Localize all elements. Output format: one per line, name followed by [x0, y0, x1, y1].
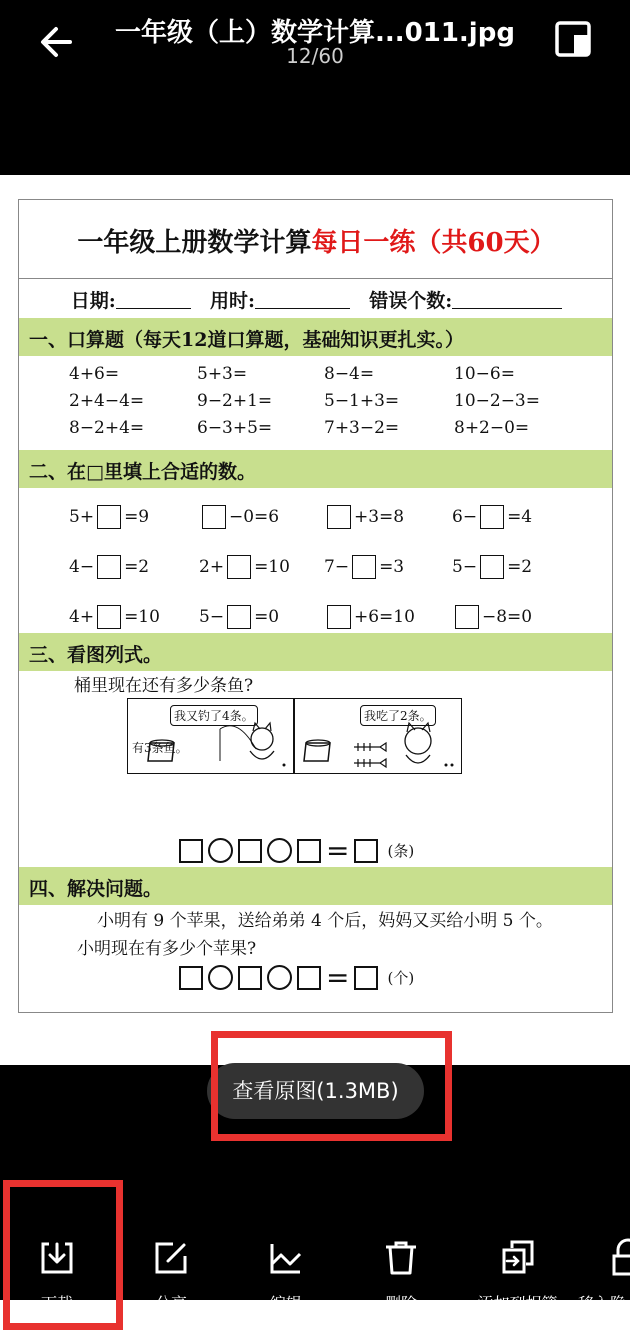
move-to-private-button[interactable] [578, 1215, 630, 1305]
highlight-box-download [3, 1180, 123, 1330]
operator-circle [267, 838, 292, 863]
section-problem-header: 四、解决问题。 [19, 867, 612, 905]
oral-item: 8+2−0= [454, 418, 530, 438]
picture-equation [179, 833, 509, 867]
picture-illustration [127, 698, 462, 774]
fill-item: 4− =2 [69, 557, 150, 577]
fill-item: 5+ =9 [69, 507, 150, 527]
oral-item: 8−4= [324, 364, 375, 384]
oral-grid [69, 364, 589, 445]
date-blank [116, 291, 191, 309]
answer-box [354, 966, 378, 990]
operator-circle [208, 965, 233, 990]
operator-circle [208, 838, 233, 863]
fill-item: −0=6 [199, 492, 324, 542]
image-viewer[interactable] [0, 175, 630, 1065]
oral-item: 4+6= [69, 364, 120, 384]
worksheet-title-highlight: 每日一练（共60天） [311, 228, 556, 258]
fill-item: 2+ =10 [199, 557, 290, 577]
fill-item: 6− =4 [452, 507, 533, 527]
answer-box [297, 839, 321, 863]
time-blank [255, 291, 350, 309]
oral-item: 5+3= [197, 364, 248, 384]
add-to-album-icon [498, 1238, 538, 1278]
fill-item: 5− =2 [452, 557, 533, 577]
trash-icon [381, 1238, 421, 1278]
fill-item: 4+ =10 [69, 607, 160, 627]
divider [19, 278, 612, 279]
problem-line-2: 小明现在有多少个苹果? [77, 939, 257, 959]
picture-question: 桶里现在还有多少条鱼? [74, 676, 254, 696]
fill-grid [69, 492, 599, 642]
lock-icon [608, 1238, 630, 1278]
errors-blank [452, 291, 562, 309]
fill-item: +3=8 [324, 492, 452, 542]
highlight-box-view-original [211, 1031, 452, 1141]
oral-item: 9−2+1= [197, 391, 273, 411]
oral-item: 7+3−2= [324, 418, 400, 438]
fill-item: −8=0 [452, 592, 592, 642]
problem-line-1: 小明有 9 个苹果，送给弟弟 4 个后，妈妈又买给小明 5 个。 [97, 911, 553, 931]
oral-item: 2+4−4= [69, 391, 145, 411]
edit-button[interactable] [240, 1215, 332, 1305]
section-oral-header: 一、口算题（每天12道口算题，基础知识更扎实。） [19, 318, 612, 356]
speech-bubble-ate: 我吃了2条。 [360, 705, 436, 726]
unit-label: (条) [387, 842, 415, 860]
delete-button[interactable] [355, 1215, 447, 1305]
time-label: 用时: [209, 290, 255, 312]
oral-item: 10−2−3= [454, 391, 540, 411]
date-label: 日期: [70, 290, 116, 312]
cat-fishing-drawing [128, 699, 463, 775]
speech-bubble-fished: 我又钓了4条。 [170, 705, 258, 726]
section-fill-header: 二、在□里填上合适的数。 [19, 450, 612, 488]
top-bar [0, 0, 630, 175]
edit-icon [266, 1238, 306, 1278]
answer-box [297, 966, 321, 990]
equals-sign: = [326, 833, 350, 867]
share-button[interactable] [125, 1215, 217, 1305]
info-line [19, 286, 614, 313]
answer-box [238, 966, 262, 990]
answer-box [354, 839, 378, 863]
oral-item: 6−3+5= [197, 418, 273, 438]
view-original-button[interactable]: 查看原图(1.3MB) [207, 1063, 424, 1119]
file-title: 一年级（上）数学计算...011.jpg [115, 18, 515, 48]
answer-box [179, 966, 203, 990]
add-to-album-button[interactable] [470, 1215, 565, 1305]
section-picture-header: 三、看图列式。 [19, 633, 612, 671]
operator-circle [267, 965, 292, 990]
oral-item: 5−1+3= [324, 391, 400, 411]
share-icon [151, 1238, 191, 1278]
bucket-label: 有3条鱼。 [132, 741, 188, 755]
worksheet-title [19, 222, 614, 259]
worksheet-image [18, 199, 613, 1013]
fill-item: +6=10 [324, 592, 452, 642]
worksheet-title-main: 一年级上册数学计算 [77, 228, 312, 258]
split-view-icon[interactable] [554, 18, 594, 60]
unit-label: (个) [387, 969, 415, 987]
fill-item: 7− =3 [324, 557, 405, 577]
back-arrow-icon[interactable] [36, 20, 80, 64]
problem-equation [179, 960, 509, 994]
oral-item: 8−2+4= [69, 418, 145, 438]
image-counter: 12/60 [286, 44, 344, 68]
answer-box [238, 839, 262, 863]
oral-item: 10−6= [454, 364, 515, 384]
fill-item: 5− =0 [199, 607, 280, 627]
equals-sign: = [326, 960, 350, 994]
answer-box [179, 839, 203, 863]
errors-label: 错误个数: [369, 290, 453, 312]
